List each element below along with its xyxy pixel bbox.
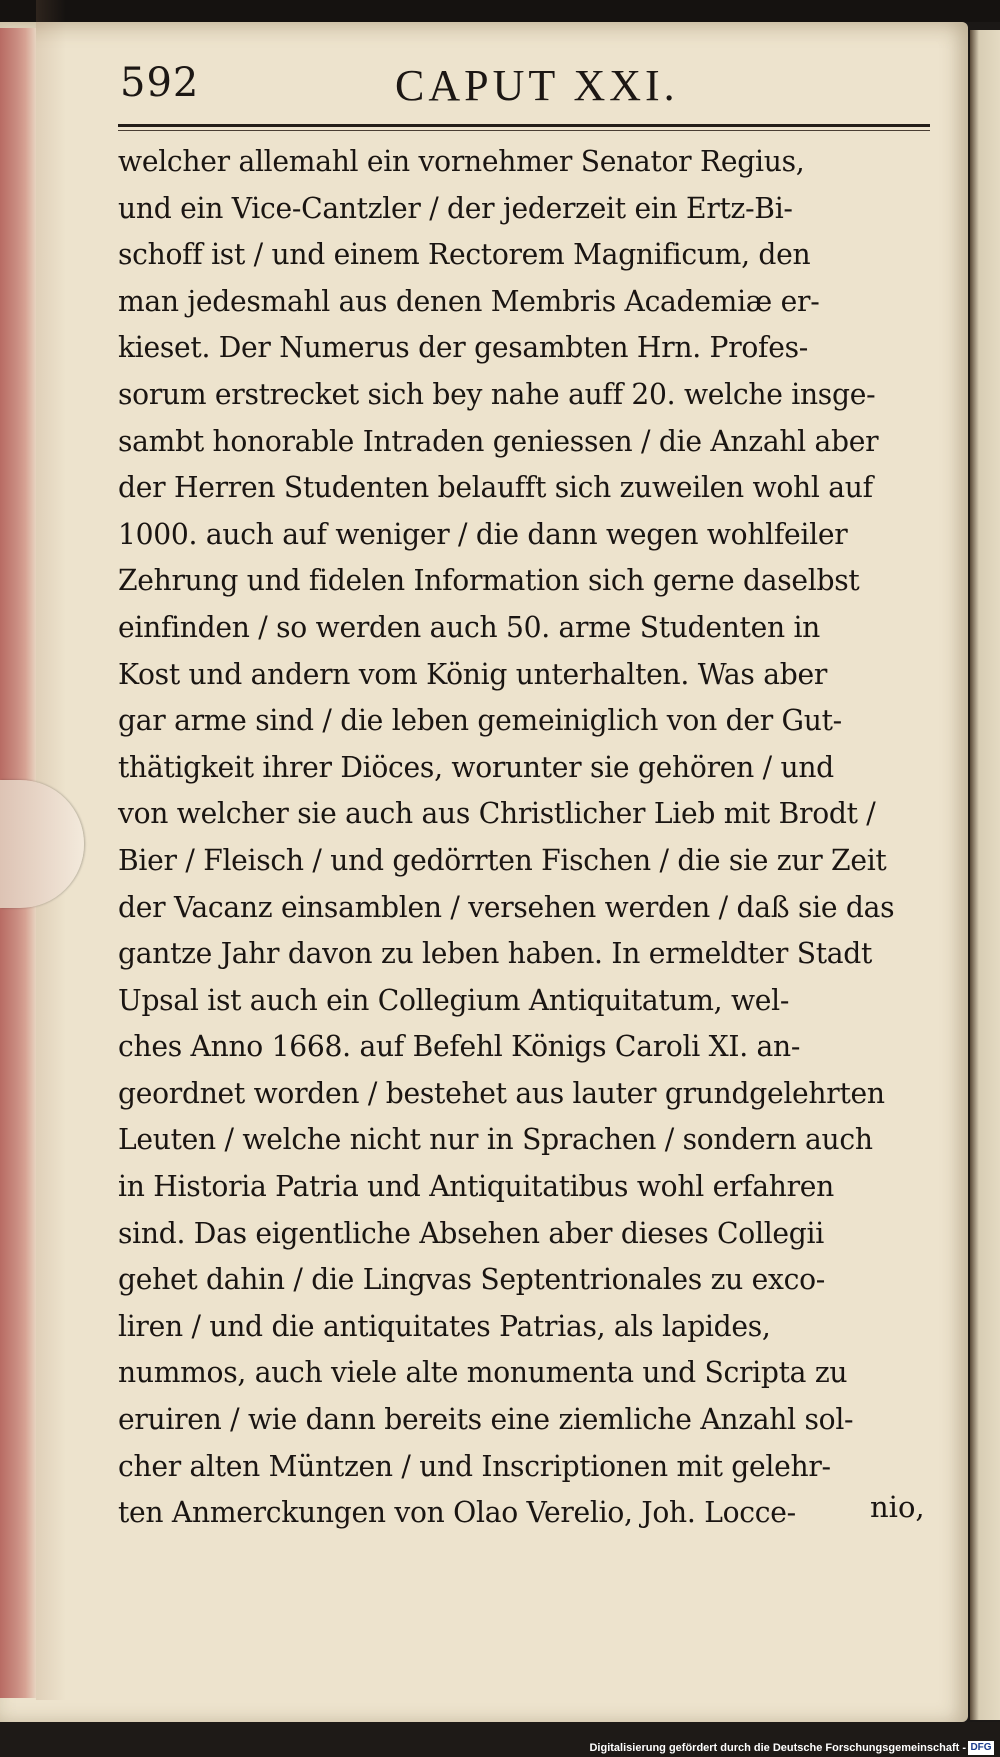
text-line: nummos, auch viele alte monumenta und Scripta zu (118, 1355, 848, 1390)
text-line: gehet dahin / die Lingvas Septentrionales zu exco- (118, 1262, 826, 1297)
text-line: schoff ist / und einem Rectorem Magnificum, den (118, 237, 811, 272)
text-line: der Herren Studenten belaufft sich zuweilen wohl auf (118, 470, 873, 505)
page-number: 592 (120, 60, 200, 106)
text-line: geordnet worden / bestehet aus lauter grundgelehrten (118, 1075, 885, 1110)
text-line: von welcher sie auch aus Christlicher Lieb mit Brodt / (118, 796, 876, 831)
text-line: Upsal ist auch ein Collegium Antiquitatum, wel- (118, 982, 790, 1017)
page-header (120, 60, 950, 120)
catchword: nio, (870, 1490, 925, 1524)
text-line: 1000. auch auf weniger / die dann wegen wohlfeiler (118, 516, 848, 551)
text-line: sind. Das eigentliche Absehen aber dieses Collegii (118, 1215, 824, 1250)
funding-credit: Digitalisierung gefördert durch die Deutsche Forschungsgemeinschaft - (589, 1742, 966, 1754)
text-line: und ein Vice-Cantzler / der jederzeit ein Ertz-Bi- (118, 190, 793, 225)
dfg-logo: DFG (968, 1741, 994, 1755)
text-line: einfinden / so werden auch 50. arme Studenten in (118, 609, 821, 644)
text-line: gantze Jahr davon zu leben haben. In ermeldter Stadt (118, 936, 873, 971)
header-rule (118, 124, 930, 127)
text-line: sambt honorable Intraden geniessen / die Anzahl aber (118, 423, 879, 458)
text-line: sorum erstrecket sich bey nahe auff 20. welche insge- (118, 376, 876, 411)
text-line: der Vacanz einsamblen / versehen werden / daß sie das (118, 889, 895, 924)
text-line: man jedesmahl aus denen Membris Academiæ er- (118, 283, 820, 318)
text-line: kieset. Der Numerus der gesambten Hrn. Profes- (118, 330, 808, 365)
scan-top-border (0, 0, 1000, 22)
chapter-title: CAPUT XXI. (395, 61, 679, 110)
text-line: eruiren / wie dann bereits eine ziemliche Anzahl sol- (118, 1402, 854, 1437)
header-rule-thin (118, 130, 930, 131)
text-line: in Historia Patria und Antiquitatibus wohl erfahren (118, 1169, 835, 1204)
text-line: welcher allemahl ein vornehmer Senator Regius, (118, 144, 805, 178)
text-line: liren / und die antiquitates Patrias, als lapides, (118, 1308, 771, 1343)
text-line: ches Anno 1668. auf Befehl Königs Caroli XI. an- (118, 1029, 801, 1064)
text-line: Zehrung und fidelen Information sich gerne daselbst (118, 563, 860, 598)
text-line: Bier / Fleisch / und gedörrten Fischen / die sie zur Zeit (118, 842, 887, 877)
text-line: gar arme sind / die leben gemeiniglich von der Gut- (118, 703, 842, 738)
text-line: Leuten / welche nicht nur in Sprachen / sondern auch (118, 1122, 873, 1157)
text-line: Kost und andern vom König unterhalten. Was aber (118, 656, 828, 691)
text-line: cher alten Müntzen / und Inscriptionen mit gelehr- (118, 1448, 831, 1483)
text-line: ten Anmerckungen von Olao Verelio, Joh. Locce- (118, 1495, 796, 1530)
body-text (118, 138, 954, 1536)
adjacent-page-edge (970, 30, 1000, 1720)
text-line: thätigkeit ihrer Diöces, worunter sie gehören / und (118, 749, 834, 784)
